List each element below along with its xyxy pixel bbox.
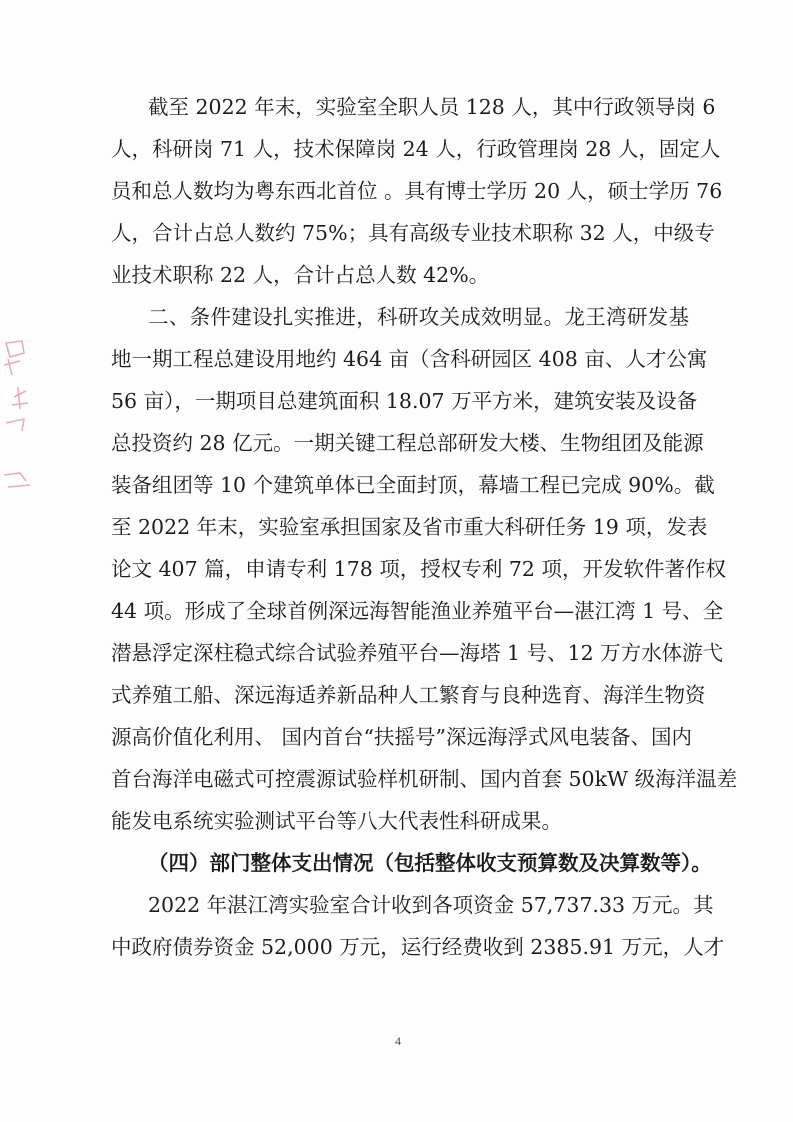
section-heading-line: 二、条件建设扎实推进，科研攻关成效明显。龙王湾研发基 — [148, 305, 689, 329]
paragraph-line: 2022 年湛江湾实验室合计收到各项资金 57,737.33 万元。其 — [148, 893, 714, 917]
paragraph-line: 员和总人数均为粤东西北首位 。具有博士学历 20 人，硕士学历 76 — [111, 179, 723, 203]
paragraph-line: 至 2022 年末，实验室承担国家及省市重大科研任务 19 项，发表 — [111, 515, 708, 539]
paragraph-line: 业技术职称 22 人，合计占总人数 42%。 — [111, 263, 490, 287]
paragraph-line: 人，合计占总人数约 75%；具有高级专业技术职称 32 人，中级专 — [111, 221, 715, 245]
paragraph-line: 地一期工程总建设用地约 464 亩（含科研园区 408 亩、人才公寓 — [111, 347, 708, 371]
paragraph-line: 论文 407 篇，申请专利 178 项，授权专利 72 项，开发软件著作权 — [111, 557, 726, 581]
paragraph-line: 源高价值化利用、 国内首台“扶摇号”深远海浮式风电装备、国内 — [111, 725, 692, 749]
paragraph-line: 中政府债券资金 52,000 万元，运行经费收到 2385.91 万元，人才 — [111, 935, 725, 959]
paragraph-line: 56 亩），一期项目总建筑面积 18.07 万平方米，建筑安装及设备 — [111, 389, 698, 413]
paragraph-line: 44 项。形成了全球首例深远海智能渔业养殖平台—湛江湾 1 号、全 — [111, 599, 724, 623]
page-number: 4 — [395, 1034, 401, 1048]
paragraph-line: 首台海洋电磁式可控震源试验样机研制、国内首套 50kW 级海洋温差 — [111, 767, 738, 791]
red-stamp-fragment — [0, 335, 32, 505]
paragraph-line: 总投资约 28 亿元。一期关键工程总部研发大楼、生物组团及能源 — [111, 431, 704, 455]
paragraph-line: 潜悬浮定深柱稳式综合试验养殖平台—海塔 1 号、12 万方水体游弋 — [111, 641, 724, 665]
paragraph-line: 式养殖工船、深远海适养新品种人工繁育与良种选育、海洋生物资 — [111, 683, 706, 707]
paragraph-line: 截至 2022 年末，实验室全职人员 128 人，其中行政领导岗 6 — [148, 95, 716, 119]
section-heading: （四）部门整体支出情况（包括整体收支预算数及决算数等）。 — [148, 851, 712, 875]
paragraph-line: 装备组团等 10 个建筑单体已全面封顶，幕墙工程已完成 90%。截 — [111, 473, 715, 497]
paragraph-line: 能发电系统实验测试平台等八大代表性科研成果。 — [111, 809, 562, 833]
paragraph-line: 人，科研岗 71 人，技术保障岗 24 人，行政管理岗 28 人，固定人 — [111, 137, 721, 161]
